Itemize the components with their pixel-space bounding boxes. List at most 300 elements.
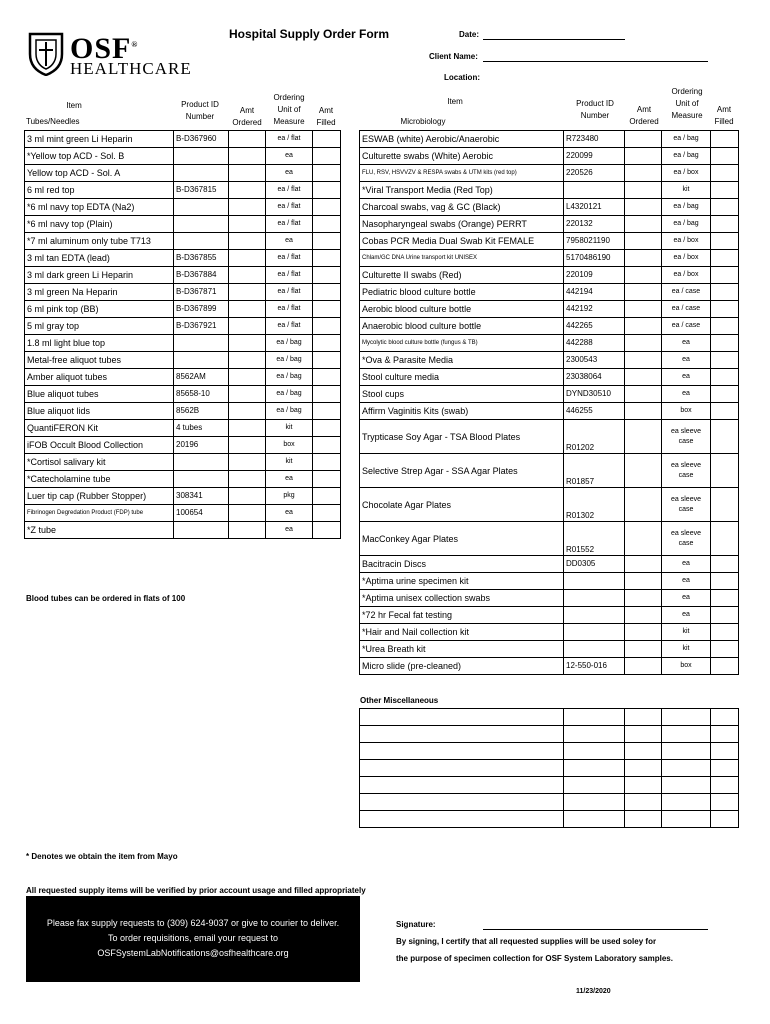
fax-line-1: Please fax supply requests to (309) 624-9037 or give to courier to deliver.: [46, 918, 340, 928]
misc-cell[interactable]: [711, 709, 739, 726]
unit-of-measure: ea / bag: [266, 403, 313, 420]
unit-of-measure: ea / bag: [662, 199, 711, 216]
amt-ordered-field[interactable]: [625, 641, 662, 658]
table-row: [360, 573, 739, 590]
osf-logo: [26, 28, 192, 80]
item-name: Chlam/GC DNA Urine transport kit UNISEX: [360, 250, 564, 267]
amt-filled-field[interactable]: [711, 318, 739, 335]
amt-ordered-field[interactable]: [625, 624, 662, 641]
product-id: [564, 641, 625, 658]
unit-of-measure: ea / case: [662, 318, 711, 335]
amt-ordered-field[interactable]: [625, 573, 662, 590]
right-filled-header: Amt Filled: [714, 105, 734, 126]
item-name: *Ova & Parasite Media: [360, 352, 564, 369]
left-pid-header: Product ID Number: [181, 100, 219, 121]
unit-of-measure: ea / flat: [266, 131, 313, 148]
item-name: QuantiFERON Kit: [25, 420, 174, 437]
product-id: [174, 199, 229, 216]
misc-cell[interactable]: [360, 811, 564, 828]
amt-ordered-field[interactable]: [625, 522, 662, 556]
amt-ordered-field[interactable]: [625, 369, 662, 386]
amt-ordered-field[interactable]: [229, 403, 266, 420]
misc-cell[interactable]: [711, 760, 739, 777]
amt-filled-field[interactable]: [313, 420, 341, 437]
product-id: B-D367815: [174, 182, 229, 199]
item-name: Blue aliquot tubes: [25, 386, 174, 403]
amt-filled-field[interactable]: [313, 369, 341, 386]
table-row: [360, 658, 739, 675]
misc-row: [360, 760, 739, 777]
item-name: 1.8 ml light blue top: [25, 335, 174, 352]
misc-cell[interactable]: [360, 777, 564, 794]
unit-of-measure: ea: [266, 471, 313, 488]
item-name: Metal-free aliquot tubes: [25, 352, 174, 369]
table-row: [360, 250, 739, 267]
item-name: *7 ml aluminum only tube T713: [25, 233, 174, 250]
unit-of-measure: ea: [266, 165, 313, 182]
table-row: [360, 301, 739, 318]
amt-ordered-field[interactable]: [625, 318, 662, 335]
amt-filled-field[interactable]: [711, 216, 739, 233]
amt-filled-field[interactable]: [313, 216, 341, 233]
item-name: Fibrinogen Degredation Product (FDP) tube: [25, 505, 174, 522]
certify-line-2: the purpose of specimen collection for OSF System Laboratory samples.: [396, 954, 673, 963]
item-name: Culturette swabs (White) Aerobic: [360, 148, 564, 165]
amt-ordered-field[interactable]: [625, 420, 662, 454]
item-name: Stool culture media: [360, 369, 564, 386]
misc-cell[interactable]: [360, 726, 564, 743]
amt-ordered-field[interactable]: [625, 233, 662, 250]
certify-line-1: By signing, I certify that all requested supplies will be used soley for: [396, 937, 657, 946]
misc-cell[interactable]: [564, 709, 625, 726]
misc-cell[interactable]: [625, 777, 662, 794]
amt-filled-field[interactable]: [711, 233, 739, 250]
product-id: 442192: [564, 301, 625, 318]
item-name: Yellow top ACD - Sol. A: [25, 165, 174, 182]
item-name: *Yellow top ACD - Sol. B: [25, 148, 174, 165]
amt-ordered-field[interactable]: [625, 556, 662, 573]
misc-cell[interactable]: [360, 743, 564, 760]
amt-filled-field[interactable]: [313, 335, 341, 352]
amt-ordered-field[interactable]: [229, 233, 266, 250]
table-row: [360, 454, 739, 488]
product-id: R01302: [564, 488, 625, 522]
misc-cell[interactable]: [564, 726, 625, 743]
amt-filled-field[interactable]: [711, 369, 739, 386]
item-name: *Hair and Nail collection kit: [360, 624, 564, 641]
amt-filled-field[interactable]: [313, 182, 341, 199]
table-row: [25, 182, 341, 199]
amt-ordered-field[interactable]: [625, 250, 662, 267]
amt-filled-field[interactable]: [313, 148, 341, 165]
table-row: [25, 454, 341, 471]
misc-cell[interactable]: [711, 726, 739, 743]
unit-of-measure: ea: [662, 573, 711, 590]
amt-filled-field[interactable]: [711, 403, 739, 420]
item-name: 5 ml gray top: [25, 318, 174, 335]
amt-ordered-field[interactable]: [625, 335, 662, 352]
misc-cell[interactable]: [625, 794, 662, 811]
item-name: *Aptima urine specimen kit: [360, 573, 564, 590]
amt-ordered-field[interactable]: [625, 148, 662, 165]
amt-ordered-field[interactable]: [229, 301, 266, 318]
table-row: [360, 386, 739, 403]
unit-of-measure: ea / flat: [266, 318, 313, 335]
amt-filled-field[interactable]: [711, 607, 739, 624]
other-misc-table: [359, 708, 739, 828]
date-field[interactable]: [483, 39, 625, 40]
table-row: [360, 420, 739, 454]
amt-ordered-field[interactable]: [625, 267, 662, 284]
item-name: Culturette II swabs (Red): [360, 267, 564, 284]
product-id: 220109: [564, 267, 625, 284]
misc-cell[interactable]: [564, 794, 625, 811]
unit-of-measure: ea sleeve case: [662, 420, 711, 454]
product-id: 23038064: [564, 369, 625, 386]
left-item-header: Item: [66, 101, 82, 110]
product-id: 12-550-016: [564, 658, 625, 675]
misc-cell[interactable]: [625, 726, 662, 743]
amt-filled-field[interactable]: [313, 165, 341, 182]
fax-line-2: To order requisitions, email your request to: [107, 933, 279, 943]
unit-of-measure: ea / bag: [266, 335, 313, 352]
item-name: Mycolytic blood culture bottle (fungus & TB): [360, 335, 564, 352]
amt-ordered-field[interactable]: [229, 454, 266, 471]
unit-of-measure: ea: [266, 233, 313, 250]
unit-of-measure: box: [662, 658, 711, 675]
product-id: R01552: [564, 522, 625, 556]
amt-filled-field[interactable]: [711, 488, 739, 522]
amt-filled-field[interactable]: [313, 522, 341, 539]
table-row: [25, 437, 341, 454]
table-row: [25, 267, 341, 284]
form-date: 11/23/2020: [576, 988, 611, 995]
unit-of-measure: ea sleeve case: [662, 454, 711, 488]
product-id: 220526: [564, 165, 625, 182]
amt-filled-field[interactable]: [313, 505, 341, 522]
amt-filled-field[interactable]: [711, 573, 739, 590]
unit-of-measure: ea / flat: [266, 216, 313, 233]
amt-filled-field[interactable]: [313, 250, 341, 267]
product-id: R723480: [564, 131, 625, 148]
misc-cell[interactable]: [711, 794, 739, 811]
item-name: *Z tube: [25, 522, 174, 539]
misc-cell[interactable]: [625, 743, 662, 760]
table-row: [360, 403, 739, 420]
amt-filled-field[interactable]: [313, 318, 341, 335]
misc-cell[interactable]: [711, 811, 739, 828]
amt-filled-field[interactable]: [711, 454, 739, 488]
item-name: Aerobic blood culture bottle: [360, 301, 564, 318]
amt-filled-field[interactable]: [711, 556, 739, 573]
amt-ordered-field[interactable]: [229, 131, 266, 148]
amt-ordered-field[interactable]: [625, 182, 662, 199]
amt-ordered-field[interactable]: [229, 505, 266, 522]
amt-ordered-field[interactable]: [625, 488, 662, 522]
product-id: B-D367921: [174, 318, 229, 335]
product-id: R01202: [564, 420, 625, 454]
unit-of-measure: ea: [662, 556, 711, 573]
item-name: *6 ml navy top EDTA (Na2): [25, 199, 174, 216]
item-name: Micro slide (pre-cleaned): [360, 658, 564, 675]
right-section-header: Microbiology: [400, 117, 446, 126]
misc-row: [360, 709, 739, 726]
misc-cell[interactable]: [564, 760, 625, 777]
amt-ordered-field[interactable]: [625, 165, 662, 182]
misc-cell[interactable]: [625, 709, 662, 726]
amt-filled-field[interactable]: [711, 267, 739, 284]
amt-filled-field[interactable]: [711, 131, 739, 148]
product-id: [174, 233, 229, 250]
unit-of-measure: ea / flat: [266, 284, 313, 301]
amt-ordered-field[interactable]: [229, 488, 266, 505]
amt-ordered-field[interactable]: [625, 284, 662, 301]
product-id: [174, 335, 229, 352]
unit-of-measure: ea: [266, 505, 313, 522]
item-name: Stool cups: [360, 386, 564, 403]
left-amt-header: Amt Ordered: [232, 106, 262, 127]
table-row: [360, 199, 739, 216]
client-name-field[interactable]: [483, 61, 708, 62]
product-id: 442265: [564, 318, 625, 335]
item-name: 3 ml mint green Li Heparin: [25, 131, 174, 148]
product-id: B-D367960: [174, 131, 229, 148]
product-id: B-D367855: [174, 250, 229, 267]
misc-cell[interactable]: [625, 760, 662, 777]
right-item-header: Item: [447, 97, 463, 106]
amt-ordered-field[interactable]: [229, 471, 266, 488]
amt-filled-field[interactable]: [313, 437, 341, 454]
item-name: Chocolate Agar Plates: [360, 488, 564, 522]
table-row: [360, 165, 739, 182]
unit-of-measure: ea: [266, 522, 313, 539]
amt-filled-field[interactable]: [313, 488, 341, 505]
product-id: R01857: [564, 454, 625, 488]
product-id: [174, 454, 229, 471]
amt-filled-field[interactable]: [313, 233, 341, 250]
amt-filled-field[interactable]: [711, 250, 739, 267]
item-name: *Catecholamine tube: [25, 471, 174, 488]
unit-of-measure: kit: [266, 454, 313, 471]
signature-field[interactable]: [483, 929, 708, 930]
amt-ordered-field[interactable]: [625, 131, 662, 148]
misc-cell[interactable]: [360, 760, 564, 777]
misc-cell[interactable]: [662, 743, 711, 760]
unit-of-measure: ea sleeve case: [662, 488, 711, 522]
table-row: [25, 148, 341, 165]
amt-filled-field[interactable]: [711, 165, 739, 182]
amt-ordered-field[interactable]: [229, 199, 266, 216]
misc-row: [360, 743, 739, 760]
amt-ordered-field[interactable]: [229, 352, 266, 369]
signature-label: Signature:: [396, 920, 436, 929]
product-id: 446255: [564, 403, 625, 420]
amt-ordered-field[interactable]: [229, 267, 266, 284]
table-row: [25, 505, 341, 522]
amt-filled-field[interactable]: [711, 420, 739, 454]
client-name-label: Client Name:: [429, 52, 478, 61]
right-pid-header: Product ID Number: [576, 99, 614, 120]
table-row: [25, 471, 341, 488]
amt-filled-field[interactable]: [711, 199, 739, 216]
product-id: 8562B: [174, 403, 229, 420]
unit-of-measure: ea / flat: [266, 199, 313, 216]
unit-of-measure: ea / bag: [266, 386, 313, 403]
unit-of-measure: box: [662, 403, 711, 420]
amt-ordered-field[interactable]: [229, 182, 266, 199]
item-name: Cobas PCR Media Dual Swab Kit FEMALE: [360, 233, 564, 250]
verify-note: All requested supply items will be verified by prior account usage and filled appropriately: [26, 886, 366, 895]
amt-filled-field[interactable]: [711, 352, 739, 369]
product-id: [174, 352, 229, 369]
amt-ordered-field[interactable]: [625, 658, 662, 675]
misc-cell[interactable]: [711, 743, 739, 760]
amt-filled-field[interactable]: [313, 199, 341, 216]
item-name: *Viral Transport Media (Red Top): [360, 182, 564, 199]
amt-ordered-field[interactable]: [625, 216, 662, 233]
amt-filled-field[interactable]: [711, 641, 739, 658]
item-name: 3 ml tan EDTA (lead): [25, 250, 174, 267]
amt-ordered-field[interactable]: [229, 284, 266, 301]
amt-filled-field[interactable]: [711, 658, 739, 675]
amt-filled-field[interactable]: [313, 454, 341, 471]
amt-filled-field[interactable]: [711, 386, 739, 403]
product-id: 220099: [564, 148, 625, 165]
amt-filled-field[interactable]: [711, 182, 739, 199]
amt-ordered-field[interactable]: [625, 352, 662, 369]
amt-ordered-field[interactable]: [229, 420, 266, 437]
amt-filled-field[interactable]: [313, 386, 341, 403]
amt-ordered-field[interactable]: [229, 437, 266, 454]
product-id: [564, 573, 625, 590]
table-row: [360, 624, 739, 641]
amt-ordered-field[interactable]: [625, 301, 662, 318]
misc-cell[interactable]: [360, 794, 564, 811]
left-section-header: Tubes/Needles: [26, 117, 80, 126]
unit-of-measure: ea / bag: [266, 352, 313, 369]
product-id: 442194: [564, 284, 625, 301]
table-row: [360, 131, 739, 148]
amt-ordered-field[interactable]: [229, 369, 266, 386]
amt-ordered-field[interactable]: [625, 607, 662, 624]
amt-ordered-field[interactable]: [625, 199, 662, 216]
product-id: [174, 471, 229, 488]
amt-ordered-field[interactable]: [229, 148, 266, 165]
unit-of-measure: kit: [662, 624, 711, 641]
product-id: B-D367871: [174, 284, 229, 301]
unit-of-measure: kit: [662, 641, 711, 658]
amt-filled-field[interactable]: [711, 624, 739, 641]
amt-ordered-field[interactable]: [229, 335, 266, 352]
item-name: Trypticase Soy Agar - TSA Blood Plates: [360, 420, 564, 454]
amt-filled-field[interactable]: [711, 335, 739, 352]
unit-of-measure: ea: [266, 148, 313, 165]
item-name: *Cortisol salivary kit: [25, 454, 174, 471]
table-row: [25, 522, 341, 539]
misc-cell[interactable]: [662, 726, 711, 743]
other-misc-label: Other Miscellaneous: [360, 696, 439, 705]
product-id: 5170486190: [564, 250, 625, 267]
unit-of-measure: ea / bag: [662, 131, 711, 148]
product-id: 7958021190: [564, 233, 625, 250]
logo-name: OSF®: [70, 32, 139, 65]
fax-instructions-box: [26, 896, 360, 982]
table-row: [25, 250, 341, 267]
unit-of-measure: ea / bag: [266, 369, 313, 386]
misc-cell[interactable]: [564, 743, 625, 760]
table-row: [360, 267, 739, 284]
amt-ordered-field[interactable]: [229, 165, 266, 182]
table-row: [25, 216, 341, 233]
unit-of-measure: ea / flat: [266, 182, 313, 199]
misc-cell[interactable]: [564, 777, 625, 794]
table-row: [25, 335, 341, 352]
amt-filled-field[interactable]: [313, 301, 341, 318]
item-name: 6 ml pink top (BB): [25, 301, 174, 318]
item-name: FLU, RSV, HSVVZV & RESPA swabs & UTM kits (red top): [360, 165, 564, 182]
amt-ordered-field[interactable]: [625, 403, 662, 420]
product-id: [174, 148, 229, 165]
amt-ordered-field[interactable]: [229, 216, 266, 233]
amt-filled-field[interactable]: [711, 590, 739, 607]
amt-filled-field[interactable]: [313, 352, 341, 369]
unit-of-measure: box: [266, 437, 313, 454]
product-id: [564, 590, 625, 607]
amt-filled-field[interactable]: [711, 284, 739, 301]
amt-filled-field[interactable]: [711, 301, 739, 318]
misc-cell[interactable]: [662, 760, 711, 777]
misc-cell[interactable]: [662, 811, 711, 828]
misc-cell[interactable]: [711, 777, 739, 794]
amt-ordered-field[interactable]: [625, 454, 662, 488]
product-id: 308341: [174, 488, 229, 505]
amt-ordered-field[interactable]: [229, 318, 266, 335]
table-row: [25, 165, 341, 182]
product-id: [174, 165, 229, 182]
amt-filled-field[interactable]: [313, 131, 341, 148]
product-id: [564, 607, 625, 624]
amt-filled-field[interactable]: [313, 403, 341, 420]
amt-filled-field[interactable]: [313, 284, 341, 301]
amt-filled-field[interactable]: [313, 267, 341, 284]
amt-filled-field[interactable]: [711, 522, 739, 556]
unit-of-measure: ea / box: [662, 233, 711, 250]
misc-cell[interactable]: [662, 794, 711, 811]
amt-ordered-field[interactable]: [229, 522, 266, 539]
amt-ordered-field[interactable]: [229, 250, 266, 267]
amt-filled-field[interactable]: [313, 471, 341, 488]
item-name: 3 ml green Na Heparin: [25, 284, 174, 301]
misc-cell[interactable]: [662, 777, 711, 794]
misc-cell[interactable]: [564, 811, 625, 828]
item-name: MacConkey Agar Plates: [360, 522, 564, 556]
table-row: [360, 607, 739, 624]
misc-cell[interactable]: [662, 709, 711, 726]
unit-of-measure: ea / box: [662, 267, 711, 284]
unit-of-measure: ea: [662, 369, 711, 386]
table-row: [360, 352, 739, 369]
unit-of-measure: kit: [662, 182, 711, 199]
table-row: [360, 369, 739, 386]
product-id: 100654: [174, 505, 229, 522]
amt-ordered-field[interactable]: [625, 590, 662, 607]
amt-filled-field[interactable]: [711, 148, 739, 165]
misc-cell[interactable]: [360, 709, 564, 726]
unit-of-measure: ea: [662, 335, 711, 352]
misc-cell[interactable]: [625, 811, 662, 828]
amt-ordered-field[interactable]: [229, 386, 266, 403]
amt-ordered-field[interactable]: [625, 386, 662, 403]
